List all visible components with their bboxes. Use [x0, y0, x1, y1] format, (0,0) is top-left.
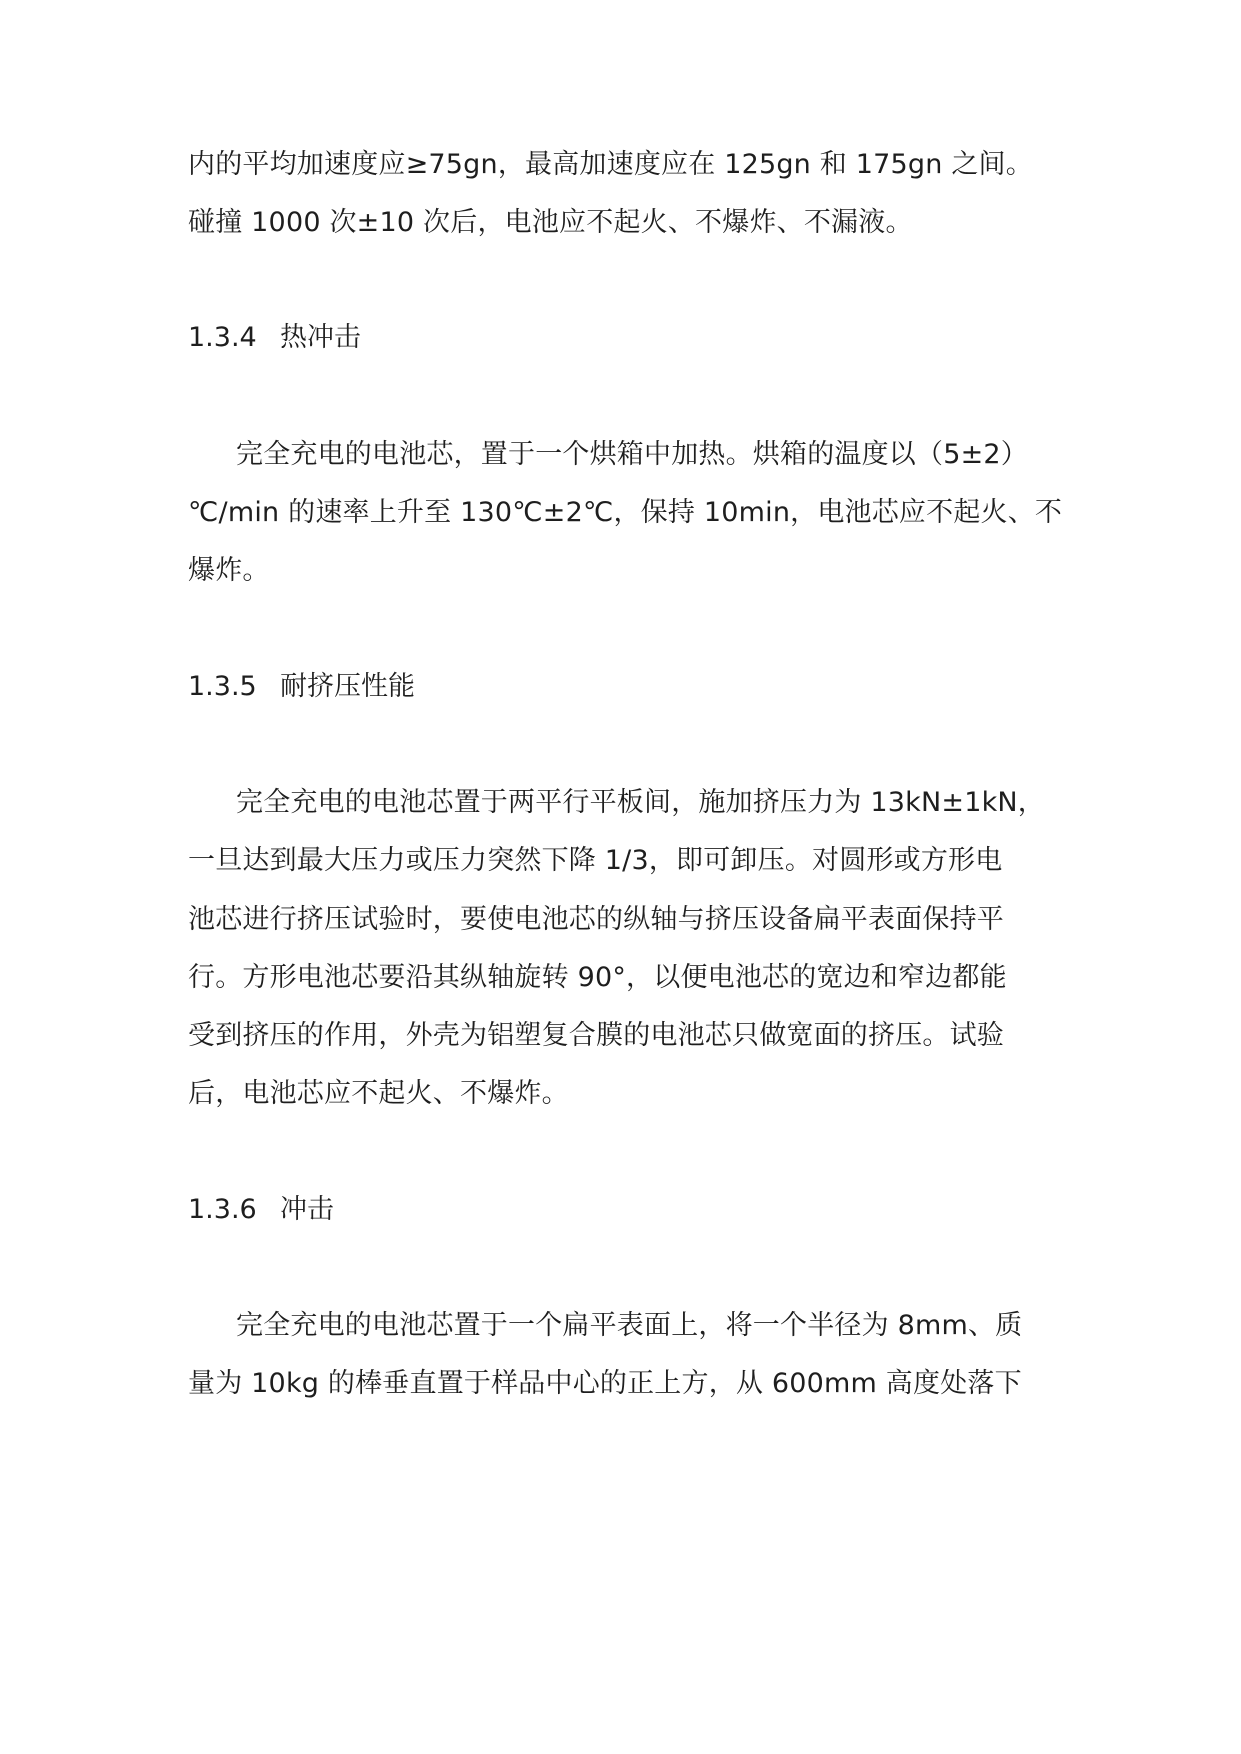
paragraph-line: 受到挤压的作用，外壳为铝塑复合膜的电池芯只做宽面的挤压。试验 — [188, 1020, 1004, 1051]
section-heading — [188, 320, 361, 356]
paragraph-line: 完全充电的电池芯置于一个扁平表面上，将一个半径为 8mm、质 — [236, 1310, 1023, 1341]
section-number: 1.3.4 — [188, 322, 257, 353]
paragraph-line: ℃/min 的速率上升至 130℃±2℃，保持 10min，电池芯应不起火、不 — [188, 497, 1063, 528]
paragraph-line: 爆炸。 — [188, 555, 270, 586]
section-title: 耐挤压性能 — [280, 671, 415, 702]
paragraph-line: 一旦达到最大压力或压力突然下降 1/3，即可卸压。对圆形或方形电 — [188, 845, 1003, 876]
paragraph-line: 池芯进行挤压试验时，要使电池芯的纵轴与挤压设备扁平表面保持平 — [188, 904, 1004, 935]
section-title: 热冲击 — [280, 322, 361, 353]
section-heading — [188, 669, 415, 705]
section-number: 1.3.6 — [188, 1194, 257, 1225]
paragraph-line: 碰撞 1000 次±10 次后，电池应不起火、不爆炸、不漏液。 — [188, 207, 913, 238]
paragraph-line: 内的平均加速度应≥75gn，最高加速度应在 125gn 和 175gn 之间。 — [188, 149, 1033, 180]
section-title: 冲击 — [280, 1194, 334, 1225]
section-heading — [188, 1192, 334, 1228]
paragraph-line: 后，电池芯应不起火、不爆炸。 — [188, 1078, 569, 1109]
paragraph-line: 完全充电的电池芯，置于一个烘箱中加热。烘箱的温度以（5±2） — [236, 439, 1028, 470]
section-number: 1.3.5 — [188, 671, 257, 702]
paragraph-line: 行。方形电池芯要沿其纵轴旋转 90°，以便电池芯的宽边和窄边都能 — [188, 962, 1007, 993]
paragraph-line: 量为 10kg 的棒垂直置于样品中心的正上方，从 600mm 高度处落下 — [188, 1368, 1022, 1399]
paragraph-line: 完全充电的电池芯置于两平行平板间，施加挤压力为 13kN±1kN， — [236, 787, 1046, 818]
